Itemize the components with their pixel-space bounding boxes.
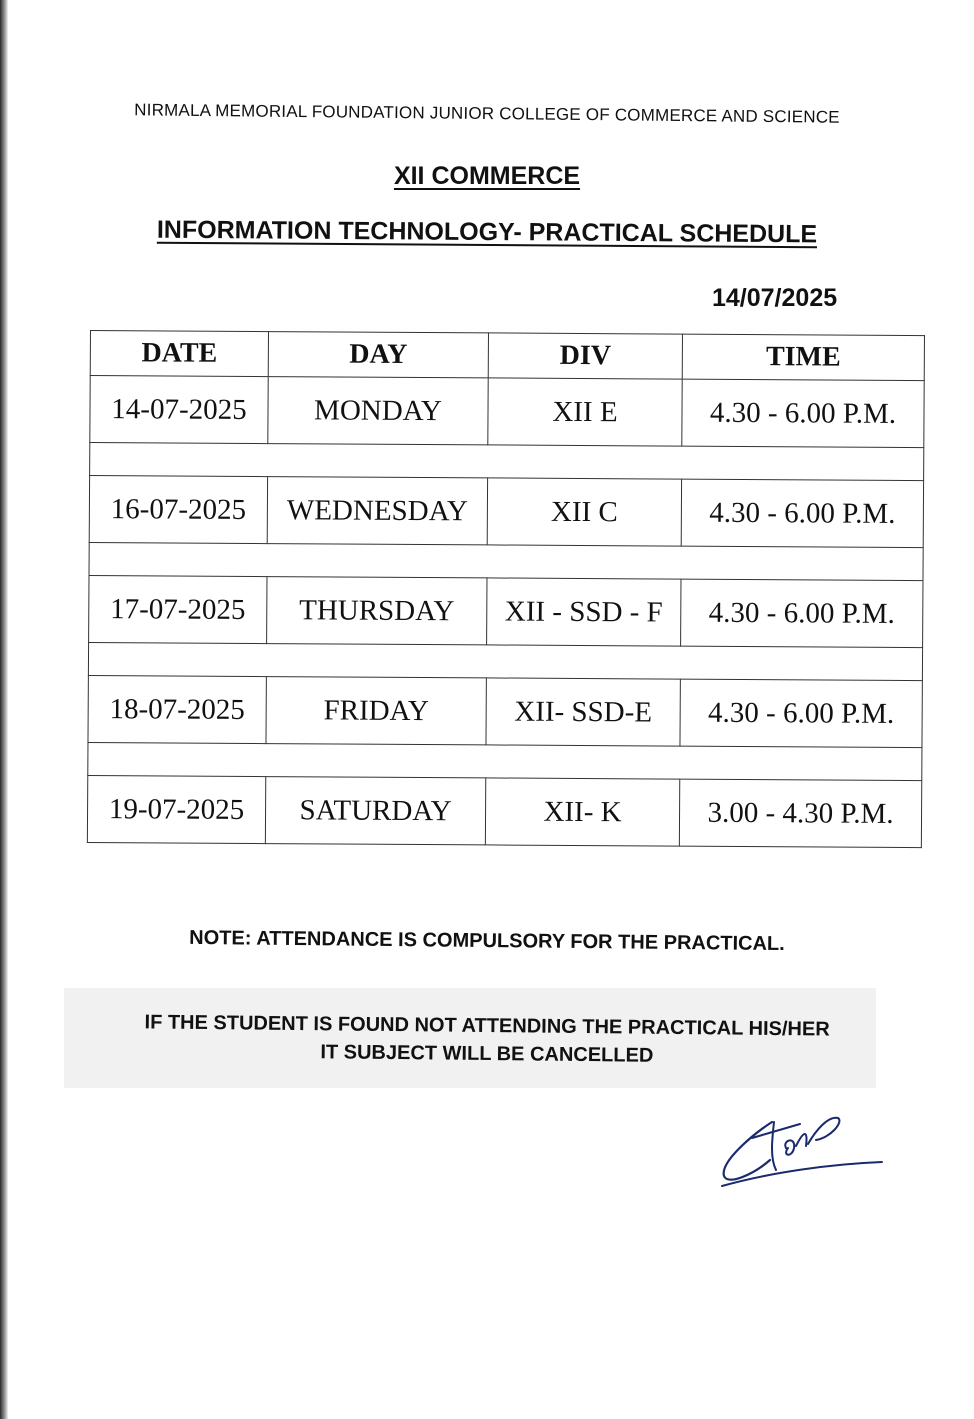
spacer-row [89, 542, 923, 580]
table-row [88, 675, 922, 747]
attendance-note: NOTE: ATTENDANCE IS COMPULSORY FOR THE PRACTICAL. [189, 926, 785, 956]
cell-date: 19-07-2025 [87, 775, 265, 843]
cell-date: 14-07-2025 [90, 376, 268, 444]
schedule-table [87, 330, 925, 848]
cell-date: 16-07-2025 [89, 476, 267, 544]
document-date: 14/07/2025 [712, 284, 838, 312]
warning-line: IT SUBJECT WILL BE CANCELLED [320, 1041, 654, 1067]
cell-day: WEDNESDAY [267, 477, 487, 545]
cell-div: XII C [487, 478, 681, 546]
cell-day: MONDAY [268, 377, 488, 445]
cell-date: 18-07-2025 [88, 675, 266, 743]
cell-div: XII- K [485, 778, 679, 846]
cancellation-warning [0, 1007, 974, 1073]
table-row [87, 775, 921, 847]
column-header-time: TIME [682, 334, 924, 380]
handwritten-signature-icon [712, 1100, 892, 1190]
cell-date: 17-07-2025 [89, 575, 267, 643]
cell-day: FRIDAY [266, 677, 486, 745]
cell-div: XII E [488, 378, 682, 446]
cell-day: SATURDAY [265, 777, 485, 845]
spacer-row [88, 742, 922, 780]
cell-time: 4.30 - 6.00 P.M. [681, 579, 923, 647]
cell-time: 3.00 - 4.30 P.M. [679, 779, 921, 847]
cell-time: 4.30 - 6.00 P.M. [681, 479, 923, 547]
table-header-row [90, 331, 924, 381]
column-header-day: DAY [268, 332, 488, 378]
table-row [90, 376, 924, 448]
warning-line: IF THE STUDENT IS FOUND NOT ATTENDING THE PRACTICAL HIS/HER [144, 1011, 830, 1041]
cell-div: XII- SSD-E [486, 678, 680, 746]
column-header-date: DATE [90, 331, 268, 377]
spacer-row [90, 443, 924, 481]
subject-title: INFORMATION TECHNOLOGY- PRACTICAL SCHEDULE [156, 215, 818, 249]
college-name: NIRMALA MEMORIAL FOUNDATION JUNIOR COLLEGE OF COMMERCE AND SCIENCE [134, 100, 840, 127]
table-row [89, 476, 923, 548]
cell-day: THURSDAY [267, 577, 487, 645]
class-title: XII COMMERCE [393, 162, 581, 190]
column-header-div: DIV [488, 333, 682, 379]
cell-time: 4.30 - 6.00 P.M. [682, 379, 924, 447]
cell-time: 4.30 - 6.00 P.M. [680, 679, 922, 747]
cell-div: XII - SSD - F [487, 578, 681, 646]
spacer-row [88, 642, 922, 680]
table-row [89, 575, 923, 647]
